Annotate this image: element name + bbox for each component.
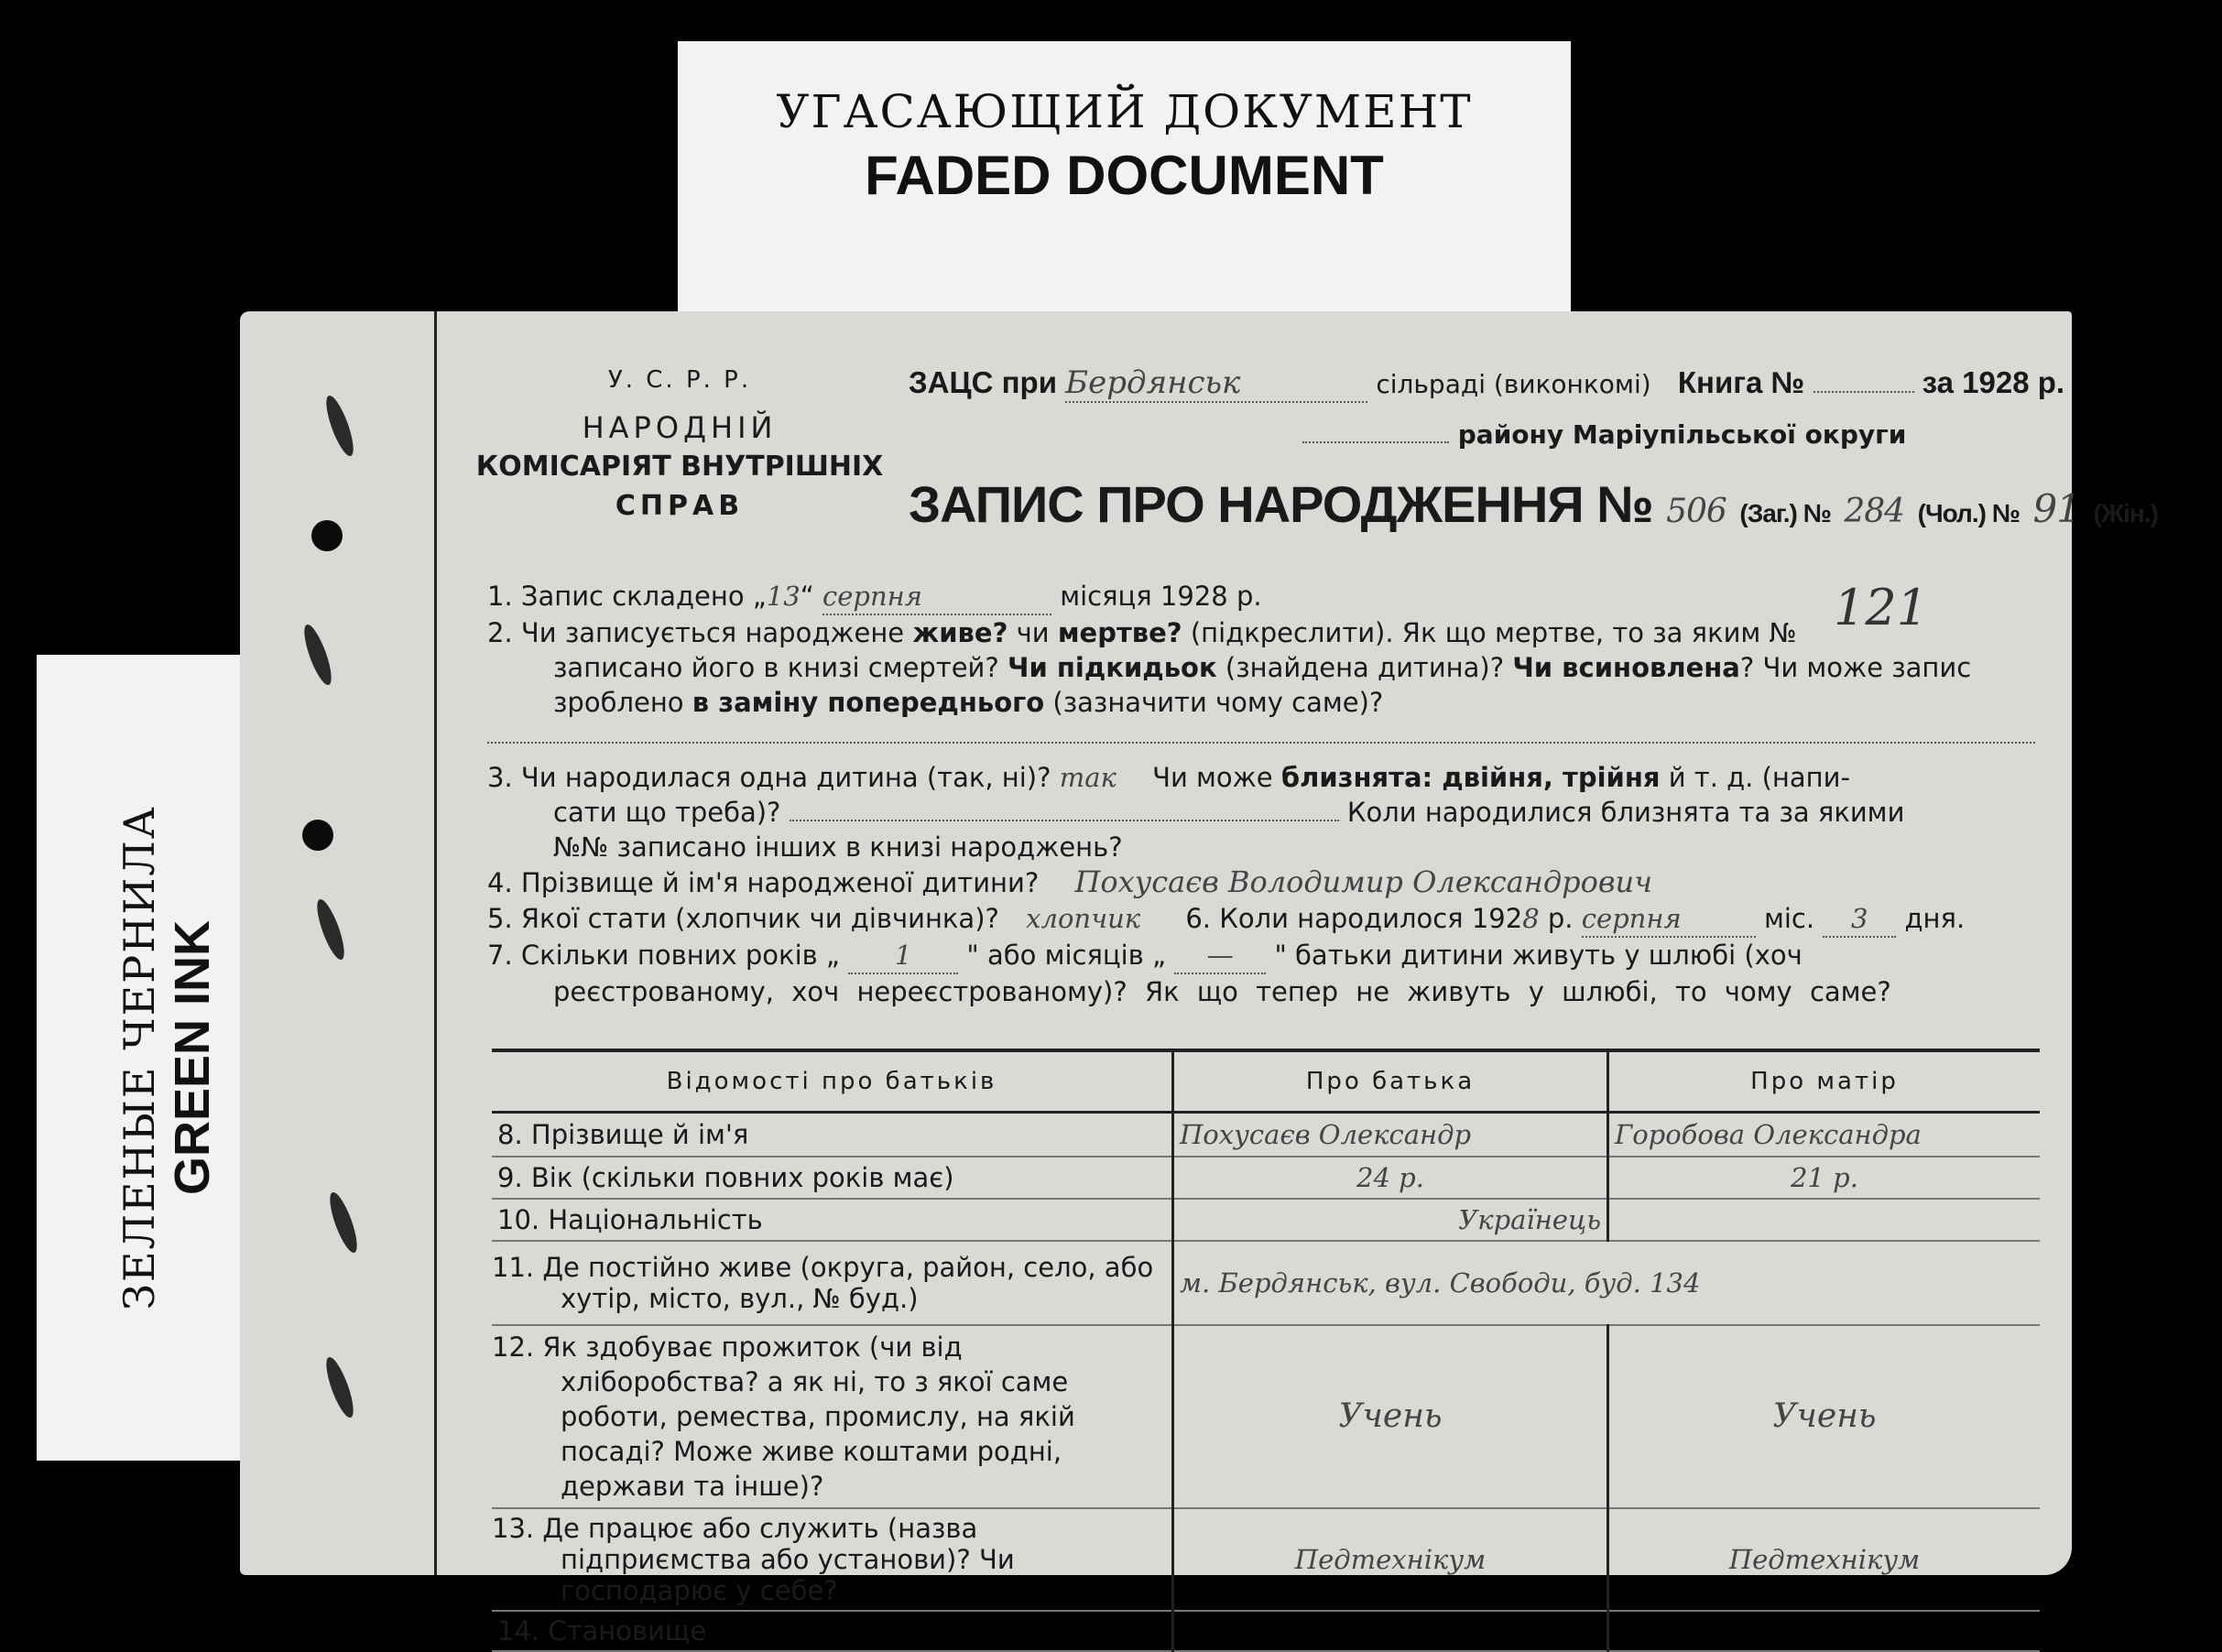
father-nationality: Українець: [1173, 1199, 1608, 1241]
record-number-general: 506: [1666, 493, 1726, 530]
birth-record-card: [240, 311, 2158, 1647]
record-title: ЗАПИС ПРО НАРОДЖЕННЯ № 506 (Заг.) № 284 (Чол.) № 91 (Жін.): [909, 475, 2158, 533]
header-mother: Про матір: [1608, 1050, 2041, 1113]
item-5-6: 5. Якої стати (хлопчик чи дівчинка)? хлопчик 6. Коли народилося 1928 р. серпня міс. 3 дня.: [487, 901, 2044, 938]
record-number-male: 284: [1844, 493, 1905, 530]
child-name: Похусаєв Володимир Олександрович: [1074, 864, 1652, 899]
item-2: 2. Чи записується народжене живе? чи мертве? (підкреслити). Як що мертве, то за яким № записано його в книзі смертей? Чи підкидьок (знайдена дитина)? Чи всиновлена? Чи може запис зроблено в заміну попереднього (зазначити чому саме)?: [487, 617, 1972, 718]
mother-age: 21 р.: [1608, 1157, 2041, 1199]
faded-label-ru: УГАСАЮЩИЙ ДОКУМЕНТ: [776, 85, 1473, 138]
header-parents-info: Відомості про батьків: [492, 1050, 1173, 1113]
ministry-line-2: НАРОДНІЙ: [582, 410, 778, 445]
perforation-line: [434, 311, 437, 1575]
birth-month: серпня: [1582, 901, 1756, 938]
village-name: Бердянськ: [1065, 364, 1367, 403]
ministry-line-3: КОМІСАРІЯТ ВНУТРІШНІХ: [475, 451, 884, 483]
table-row: 12. Як здобуває прожиток (чи від хліборобства? а як ні, то з якої саме роботи, ремества, промислу, на якій посаді? Може живе коштами родні, держави та інше)? Учень Учень: [492, 1325, 2040, 1508]
father-name: Похусаєв Олександр: [1173, 1113, 1608, 1157]
table-row: 9. Вік (скільки повних років має) 24 р. 21 р.: [492, 1157, 2040, 1199]
ministry-heading: [469, 366, 890, 522]
registry-header: ЗАЦС при Бердянськ сільраді (виконкомі) Книга № за 1928 р.: [909, 364, 2065, 401]
faded-document-label: [678, 41, 1571, 316]
mother-occupation: Учень: [1608, 1325, 2041, 1508]
table-row: 14. Становище: [492, 1611, 2040, 1651]
table-row: 11. Де постійно живе (округа, район, село, або хутір, місто, вул., № буд.) м. Бердянськ, вул. Свободи, буд. 134: [492, 1241, 2040, 1325]
binding-tear: [325, 1190, 363, 1255]
father-occupation: Учень: [1173, 1325, 1608, 1508]
item-1: 1. Запис складено „13“ серпня місяця 1928 р.: [487, 579, 1262, 615]
table-row: 8. Прізвище й ім'я Похусаєв Олександр Горобова Олександра: [492, 1113, 2040, 1157]
item-3: 3. Чи народилася одна дитина (так, ні)? так Чи може близнята: двійня, трійня й т. д. (напи- сати що треба)? Коли народилися близнята та за якими №№ записано інших в книзі народжень?: [487, 762, 1905, 863]
punch-hole: [311, 520, 343, 551]
district-line: району Маріупільської округи: [1302, 419, 2035, 450]
table-row: 10. Національність Українець: [492, 1199, 2040, 1241]
binding-tear: [300, 622, 337, 688]
binding-tear: [321, 393, 359, 459]
binding-tear: [321, 1354, 359, 1420]
parents-table: [492, 1049, 2040, 1652]
birth-day: 3: [1823, 901, 1896, 938]
child-sex: хлопчик: [1026, 903, 1141, 934]
mother-name: Горобова Олександра: [1608, 1113, 2041, 1157]
item-7: 7. Скільки повних років „ 1 " або місяців „ — " батьки дитини живуть у шлюбі (хоч реєстрованому, хоч нереєстрованому)? Як що тепер не живуть у шлюбі, то чому саме?: [487, 940, 1891, 1007]
father-workplace: Педтехнікум: [1173, 1508, 1608, 1611]
record-number-female: 91: [2032, 486, 2080, 531]
faded-label-en: FADED DOCUMENT: [865, 145, 1384, 206]
margin-handwritten-number: 121: [1834, 579, 1929, 636]
mother-nationality: [1608, 1199, 2041, 1241]
header-father: Про батька: [1173, 1050, 1608, 1113]
item-4: 4. Прізвище й ім'я народженої дитини? Похусаєв Володимир Олександрович: [487, 864, 1652, 899]
punch-hole: [302, 820, 333, 851]
parents-address: м. Бердянськ, вул. Свободи, буд. 134: [1173, 1241, 2041, 1325]
mother-workplace: Педтехнікум: [1608, 1508, 2041, 1611]
green-ink-label-en: GREEN INK: [164, 919, 220, 1196]
father-age: 24 р.: [1173, 1157, 1608, 1199]
ministry-line-1: У. С. Р. Р.: [607, 366, 752, 394]
green-ink-label-ru: ЗЕЛЕНЫЕ ЧЕРНИЛА: [114, 805, 164, 1310]
ministry-line-4: СПРАВ: [615, 490, 745, 522]
binding-tear: [312, 897, 350, 962]
table-row: 13. Де працює або служить (назва підприємства або установи)? Чи господарює у себе? Педтехнікум Педтехнікум: [492, 1508, 2040, 1611]
